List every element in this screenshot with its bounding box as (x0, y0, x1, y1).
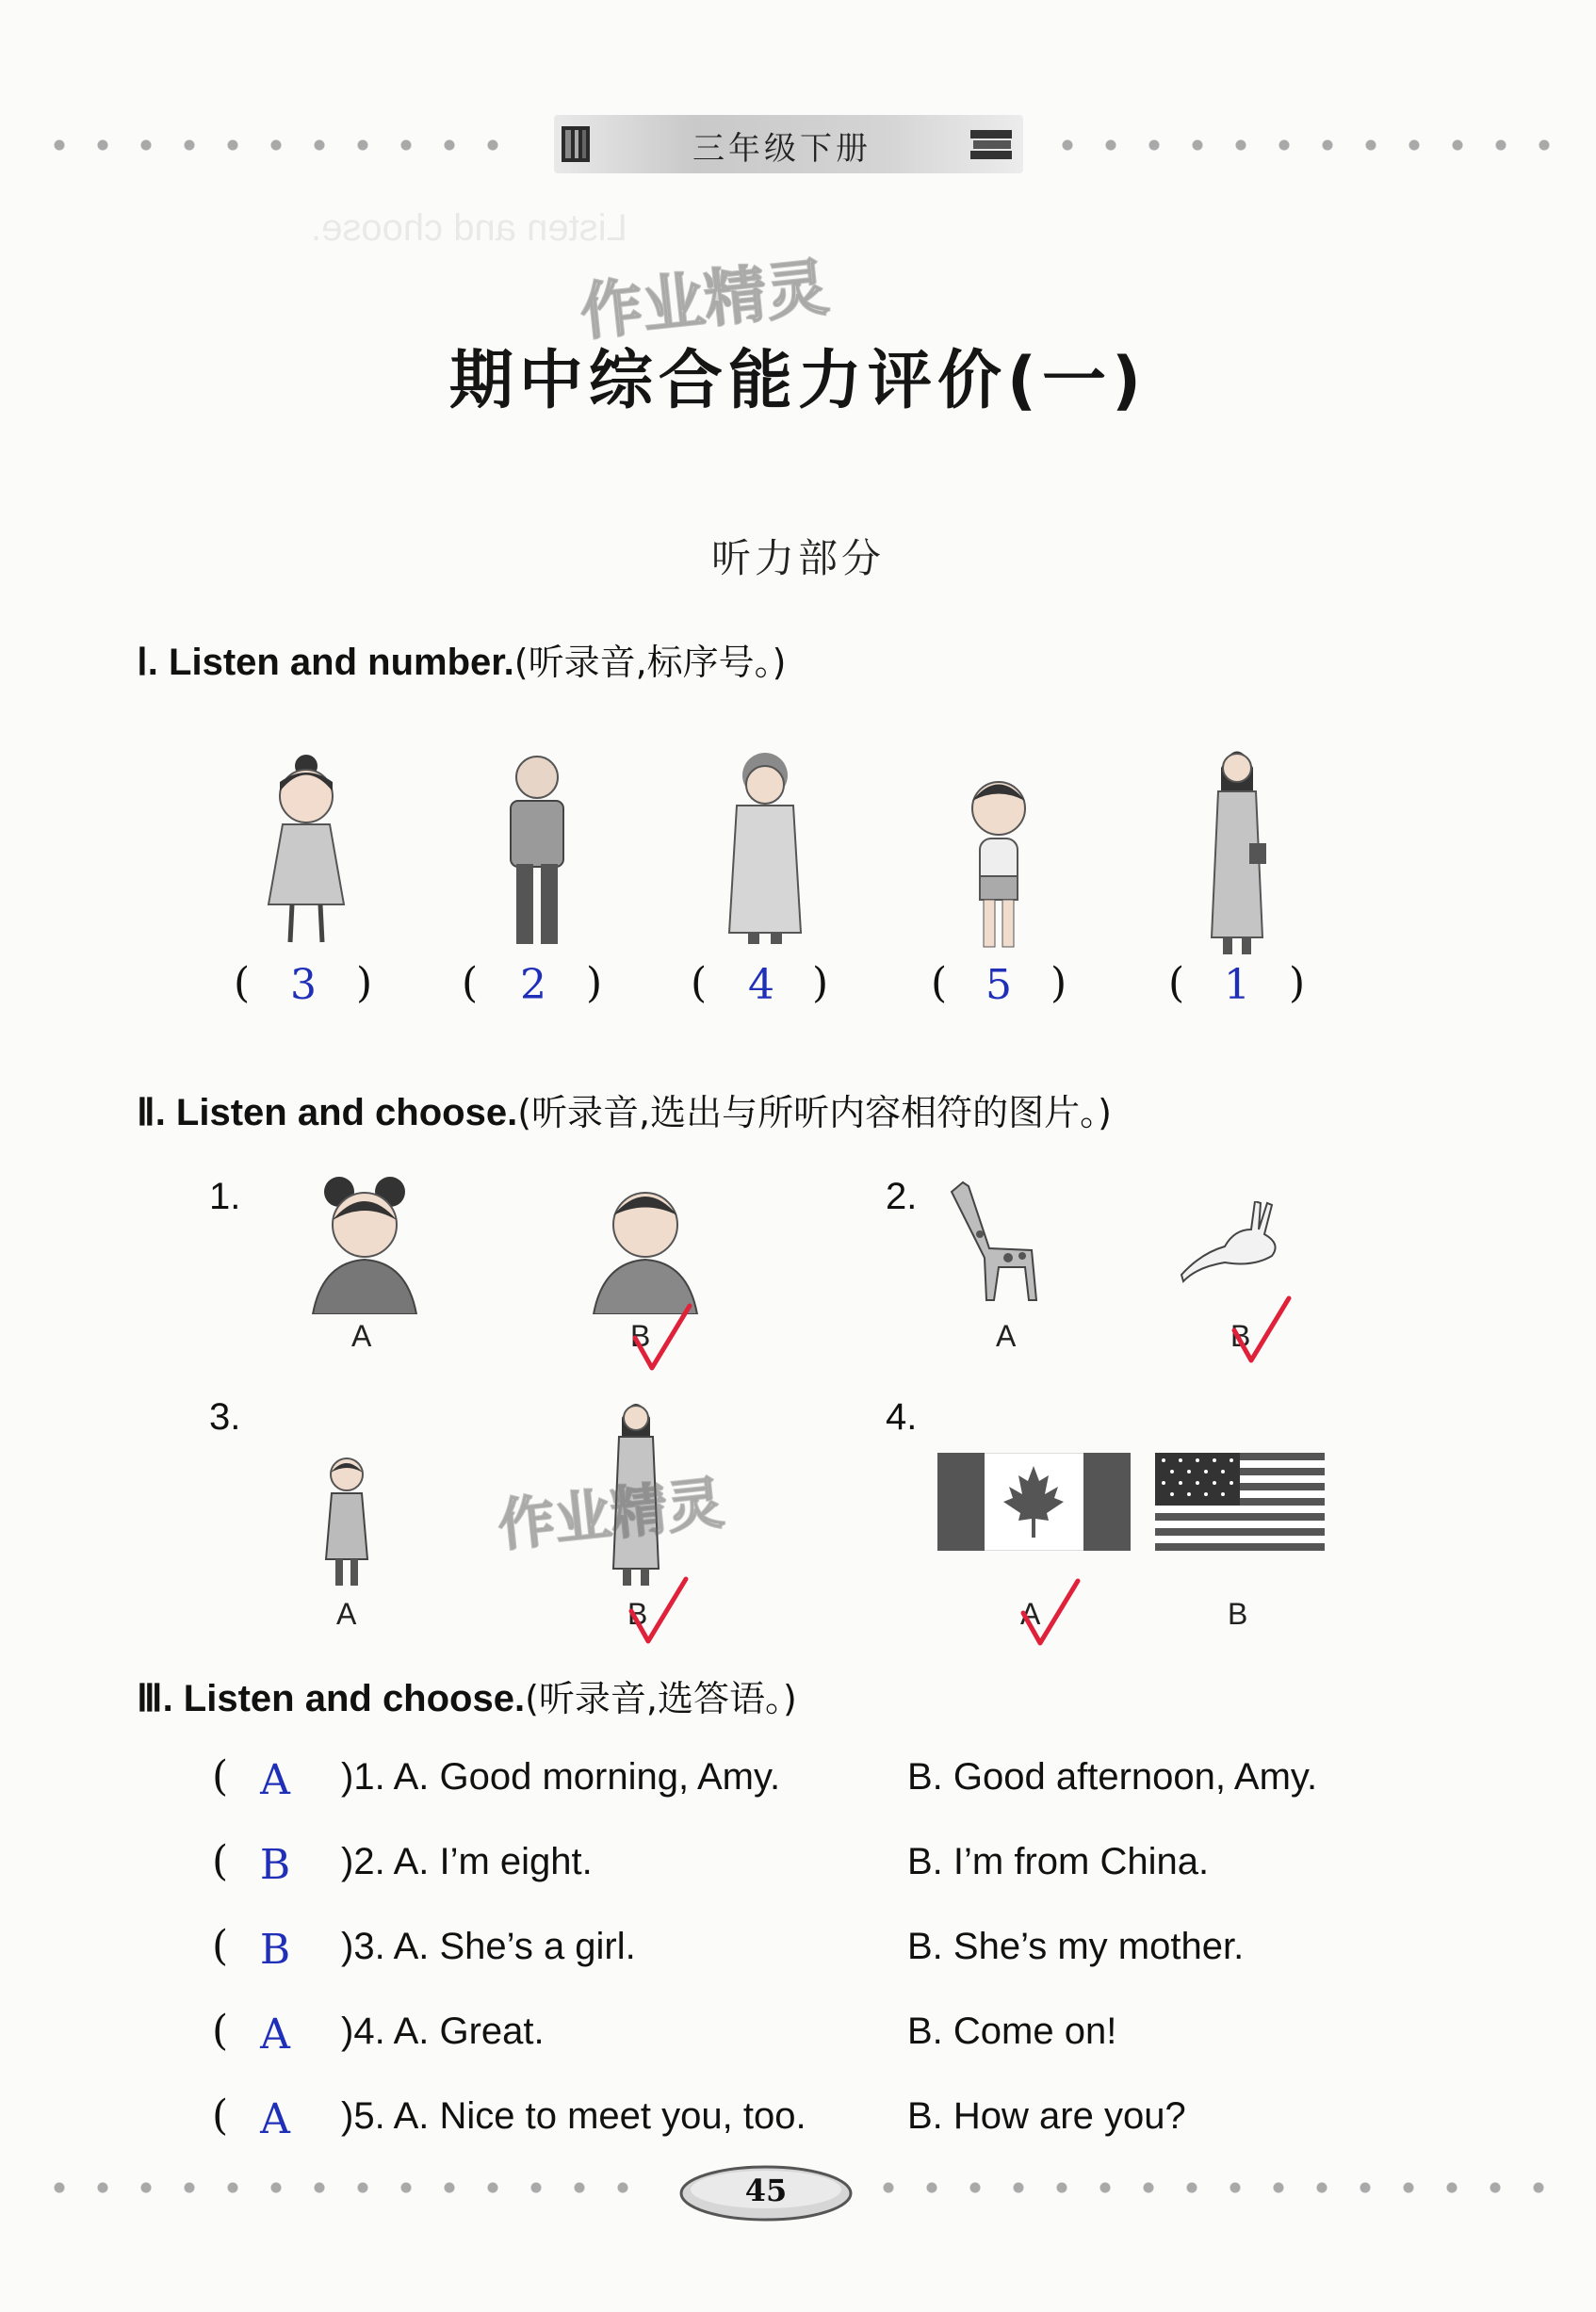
row2-option-b: B. I’m from China. (907, 1841, 1210, 1882)
answer-4: 5 (985, 961, 1012, 1009)
paren-close-3: ) (812, 959, 829, 1007)
page-number: 45 (744, 2173, 788, 2208)
canada-flag-image (937, 1453, 1131, 1551)
section2-title: . Listen and choose. (155, 1092, 518, 1133)
girl-bust-image (303, 1173, 426, 1314)
header-title: 三年级下册 (692, 130, 871, 168)
row1-answer: A (260, 1756, 290, 1804)
check-mark-icon (1018, 1575, 1083, 1651)
row2-paren-open: ( (212, 1837, 229, 1885)
row2-option-a: )2. A. I’m eight. (341, 1841, 593, 1882)
row3-option-b: B. She’s my mother. (907, 1926, 1245, 1967)
paren-open-2: ( (462, 959, 479, 1007)
answer-3: 4 (748, 961, 774, 1009)
row4-option-a: )4. A. Great. (341, 2011, 545, 2052)
usa-flag-image (1155, 1453, 1325, 1551)
boy-figure (952, 773, 1046, 956)
paren-open-3: ( (691, 959, 708, 1007)
row4-paren-open: ( (212, 2007, 229, 2055)
q3-option-a: A (336, 1597, 357, 1631)
check-mark-icon (1229, 1293, 1295, 1368)
check-mark-icon (629, 1300, 695, 1376)
bottom-dotted-rule-left (38, 2182, 660, 2193)
paren-close-4: ) (1050, 959, 1067, 1007)
watermark: 作业精灵 (577, 251, 832, 350)
q4-number: 4. (886, 1396, 918, 1438)
q1-option-a: A (351, 1319, 372, 1353)
row4-answer: A (260, 2011, 290, 2059)
row5-answer: A (260, 2095, 290, 2143)
boy-bust-image (584, 1173, 707, 1314)
small-girl-image (318, 1456, 375, 1592)
section1-heading (137, 633, 786, 685)
grandma-figure (718, 749, 812, 956)
rabbit-image (1178, 1201, 1291, 1295)
section-heading: 听力部分 (710, 535, 885, 581)
bleed-through-text: Listen and choose. (311, 207, 627, 249)
q4-option-a: A (1020, 1597, 1041, 1631)
check-mark-icon (626, 1573, 692, 1649)
q2-option-a: A (996, 1319, 1017, 1353)
paren-close-2: ) (586, 959, 603, 1007)
grandpa-figure (490, 749, 584, 956)
paren-close-1: ) (356, 959, 373, 1007)
woman-figure (1195, 740, 1279, 961)
row3-paren-open: ( (212, 1922, 229, 1970)
top-dotted-rule-right (1046, 139, 1573, 151)
q3-option-b: B (627, 1597, 648, 1631)
paren-open-1: ( (234, 959, 251, 1007)
section2-instruction: (听录音,选出与所听内容相符的图片。) (517, 1092, 1112, 1133)
paren-open-5: ( (1168, 959, 1185, 1007)
q1-number: 1. (209, 1176, 241, 1217)
row1-option-b: B. Good afternoon, Amy. (907, 1756, 1318, 1798)
giraffe-image (942, 1173, 1055, 1310)
row3-answer: B (259, 1926, 291, 1974)
section1-numeral: Ⅰ (137, 642, 148, 683)
row5-paren-open: ( (212, 2092, 229, 2140)
row2-answer: B (259, 1841, 291, 1889)
section1-instruction: (听录音,标序号。) (513, 642, 787, 683)
watermark: 作业精灵 (495, 1470, 727, 1560)
bottom-dotted-rule-right (867, 2182, 1564, 2193)
q1-option-b: B (630, 1319, 651, 1353)
q2-option-b: B (1230, 1319, 1251, 1353)
q2-number: 2. (886, 1176, 918, 1217)
answer-2: 2 (520, 961, 546, 1009)
section3-instruction: (听录音,选答语。) (525, 1678, 797, 1719)
row5-option-a: )5. A. Nice to meet you, too. (341, 2095, 806, 2137)
row1-paren-open: ( (212, 1752, 229, 1800)
row1-option-a: )1. A. Good morning, Amy. (341, 1756, 781, 1798)
top-dotted-rule-left (38, 139, 528, 151)
row4-option-b: B. Come on! (907, 2011, 1117, 2052)
section2-heading (137, 1083, 1112, 1135)
answer-1: 3 (290, 961, 317, 1009)
row3-option-a: )3. A. She’s a girl. (341, 1926, 636, 1967)
section3-numeral: Ⅲ (137, 1678, 163, 1719)
section3-heading (137, 1669, 797, 1721)
q3-number: 3. (209, 1396, 241, 1438)
paren-open-4: ( (931, 959, 948, 1007)
answer-5: 1 (1224, 961, 1250, 1009)
girl-figure (254, 749, 358, 956)
q4-option-b: B (1228, 1597, 1248, 1631)
section3-title: . Listen and choose. (162, 1678, 526, 1719)
section1-title: . Listen and number. (147, 642, 514, 683)
book-stack-icon (558, 121, 595, 166)
books-icon (969, 126, 1016, 164)
page-title: 期中综合能力评价(一) (448, 344, 1148, 418)
row5-option-b: B. How are you? (907, 2095, 1186, 2137)
section2-numeral: Ⅱ (137, 1092, 155, 1133)
paren-close-5: ) (1289, 959, 1306, 1007)
